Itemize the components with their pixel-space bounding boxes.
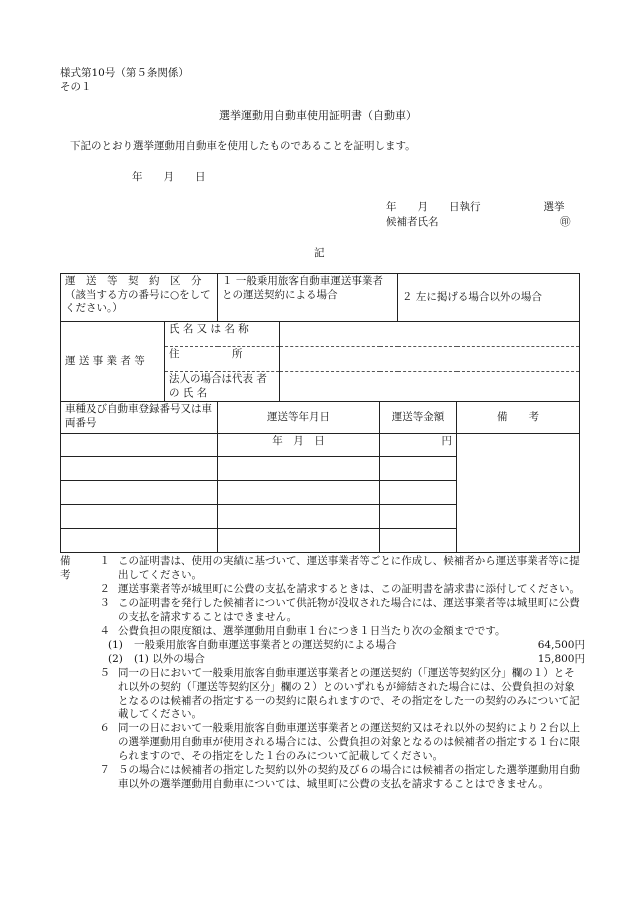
limit-row-1	[60, 639, 585, 653]
note-number: ２	[99, 582, 110, 595]
note-text: ５の場合には候補者の指定した契約以外の契約及び６の場合には候補者の指定した選挙運動用自動車以外の選挙運動用自動車については、城里町に公費の支払を請求することはできません。	[118, 764, 580, 791]
seal-mark: ㊞	[560, 216, 571, 228]
remarks-column-header: 備 考	[457, 402, 580, 434]
table-row-date[interactable]	[218, 505, 380, 529]
certificate-table	[60, 273, 580, 553]
note-text: 運送事業者等が城里町に公費の支払を請求するときは、この証明書を請求書に添付してください。	[118, 582, 580, 595]
note-text: 同一の日において一般乗用旅客自動車運送事業者との運送契約（「運送等契約区分」欄の１）とそれ以外の契約（「運送等契約区分」欄の２）とのいずれもが締結された場合には、公費負担の対象となるのは候補者の指定する一の契約に限られますので、その指定をした一の契約のみについて記載してください。	[118, 666, 580, 721]
limit-label-1: (1)	[108, 638, 123, 651]
limit-text-1: 一般乗用旅客自動車運送事業者との運送契約による場合	[134, 638, 397, 651]
note-item	[60, 764, 585, 792]
note-item	[60, 583, 585, 597]
limit-row-2	[60, 653, 585, 667]
limit-value-1: 64,500円	[537, 638, 585, 651]
note-text: 同一の日において一般乗用旅客自動車運送事業者との運送契約又はそれ以外の契約により２台以上の選挙運動用自動車が使用される場合には、公費負担の対象となるのは候補者の指定する１台に限られますので、その指定をした１台のみについて記載してください。	[118, 722, 580, 763]
table-row-amount[interactable]	[380, 481, 457, 505]
name-label: 氏 名 又 は 名 称	[165, 322, 280, 347]
carrier-label: 運 送 事 業 者 等	[61, 322, 165, 402]
notes-label: 備考	[60, 555, 71, 581]
table-row-vehicle[interactable]	[61, 505, 218, 529]
notes-section	[60, 555, 585, 792]
table-row-vehicle[interactable]	[61, 481, 218, 505]
issue-date: 年 月 日	[132, 171, 206, 183]
certification-statement: 下記のとおり選挙運動用自動車を使用したものであることを証明します。	[70, 140, 416, 152]
address-label: 住 所	[165, 347, 280, 372]
table-row-date[interactable]: 年 月 日	[218, 434, 380, 457]
note-item	[60, 667, 585, 723]
note-number: ６	[99, 722, 110, 735]
representative-field[interactable]	[280, 372, 580, 402]
note-number: ７	[99, 764, 110, 777]
note-item	[60, 597, 585, 625]
note-text: この証明書を発行した候補者について供託物が没収された場合には、運送事業者等は城里町に公費の支払を請求することはできません。	[118, 596, 580, 623]
table-row-date[interactable]	[218, 457, 380, 481]
table-row-vehicle[interactable]	[61, 529, 218, 553]
date-column-header: 運送等年月日	[218, 402, 380, 434]
limit-label-2: (2)	[108, 652, 123, 665]
election-line: 年 月 日執行 選挙	[386, 201, 565, 213]
name-field[interactable]	[280, 322, 580, 347]
address-field[interactable]	[280, 347, 580, 372]
contract-option-2[interactable]: ２ 左に掲げる場合以外の場合	[398, 274, 580, 322]
table-row-amount[interactable]: 円	[380, 434, 457, 457]
note-item	[60, 555, 585, 583]
amount-column-header: 運送等金額	[380, 402, 457, 434]
candidate-name-label: 候補者氏名	[386, 216, 439, 228]
note-number: ３	[99, 596, 110, 609]
limit-value-2: 15,800円	[537, 652, 585, 665]
table-row-date[interactable]	[218, 529, 380, 553]
note-item	[60, 722, 585, 764]
note-number: ５	[99, 666, 110, 679]
contract-option-1[interactable]: １ 一般乗用旅客自動車運送事業者との運送契約による場合	[218, 274, 398, 322]
note-text: この証明書は、使用の実績に基づいて、運送事業者等ごとに作成し、候補者から運送事業者等に提出してください。	[118, 555, 580, 581]
contract-type-label: 運 送 等 契 約 区 分（該当する方の番号に○をしてください。）	[61, 274, 218, 322]
document-title: 選挙運動用自動車使用証明書（自動車）	[219, 109, 417, 122]
table-row-vehicle[interactable]	[61, 457, 218, 481]
note-text: 公費負担の限度額は、選挙運動用自動車１台につき１日当たり次の金額までです。	[118, 624, 506, 637]
form-sub-number: その１	[60, 81, 92, 93]
table-row-amount[interactable]	[380, 457, 457, 481]
note-number: １	[99, 555, 110, 567]
table-row-vehicle[interactable]	[61, 434, 218, 457]
vehicle-column-header: 車種及び自動車登録番号又は車両番号	[61, 402, 218, 434]
table-row-amount[interactable]	[380, 505, 457, 529]
note-item	[60, 625, 585, 639]
ki-heading: 記	[314, 247, 325, 259]
remarks-field[interactable]	[457, 434, 580, 553]
note-number: ４	[99, 624, 110, 637]
form-number: 様式第10号（第５条関係）	[60, 67, 189, 79]
table-row-date[interactable]	[218, 481, 380, 505]
representative-label: 法人の場合は代表 者 の 氏 名	[165, 372, 280, 402]
limit-text-2: (1) 以外の場合	[134, 652, 205, 665]
table-row-amount[interactable]	[380, 529, 457, 553]
